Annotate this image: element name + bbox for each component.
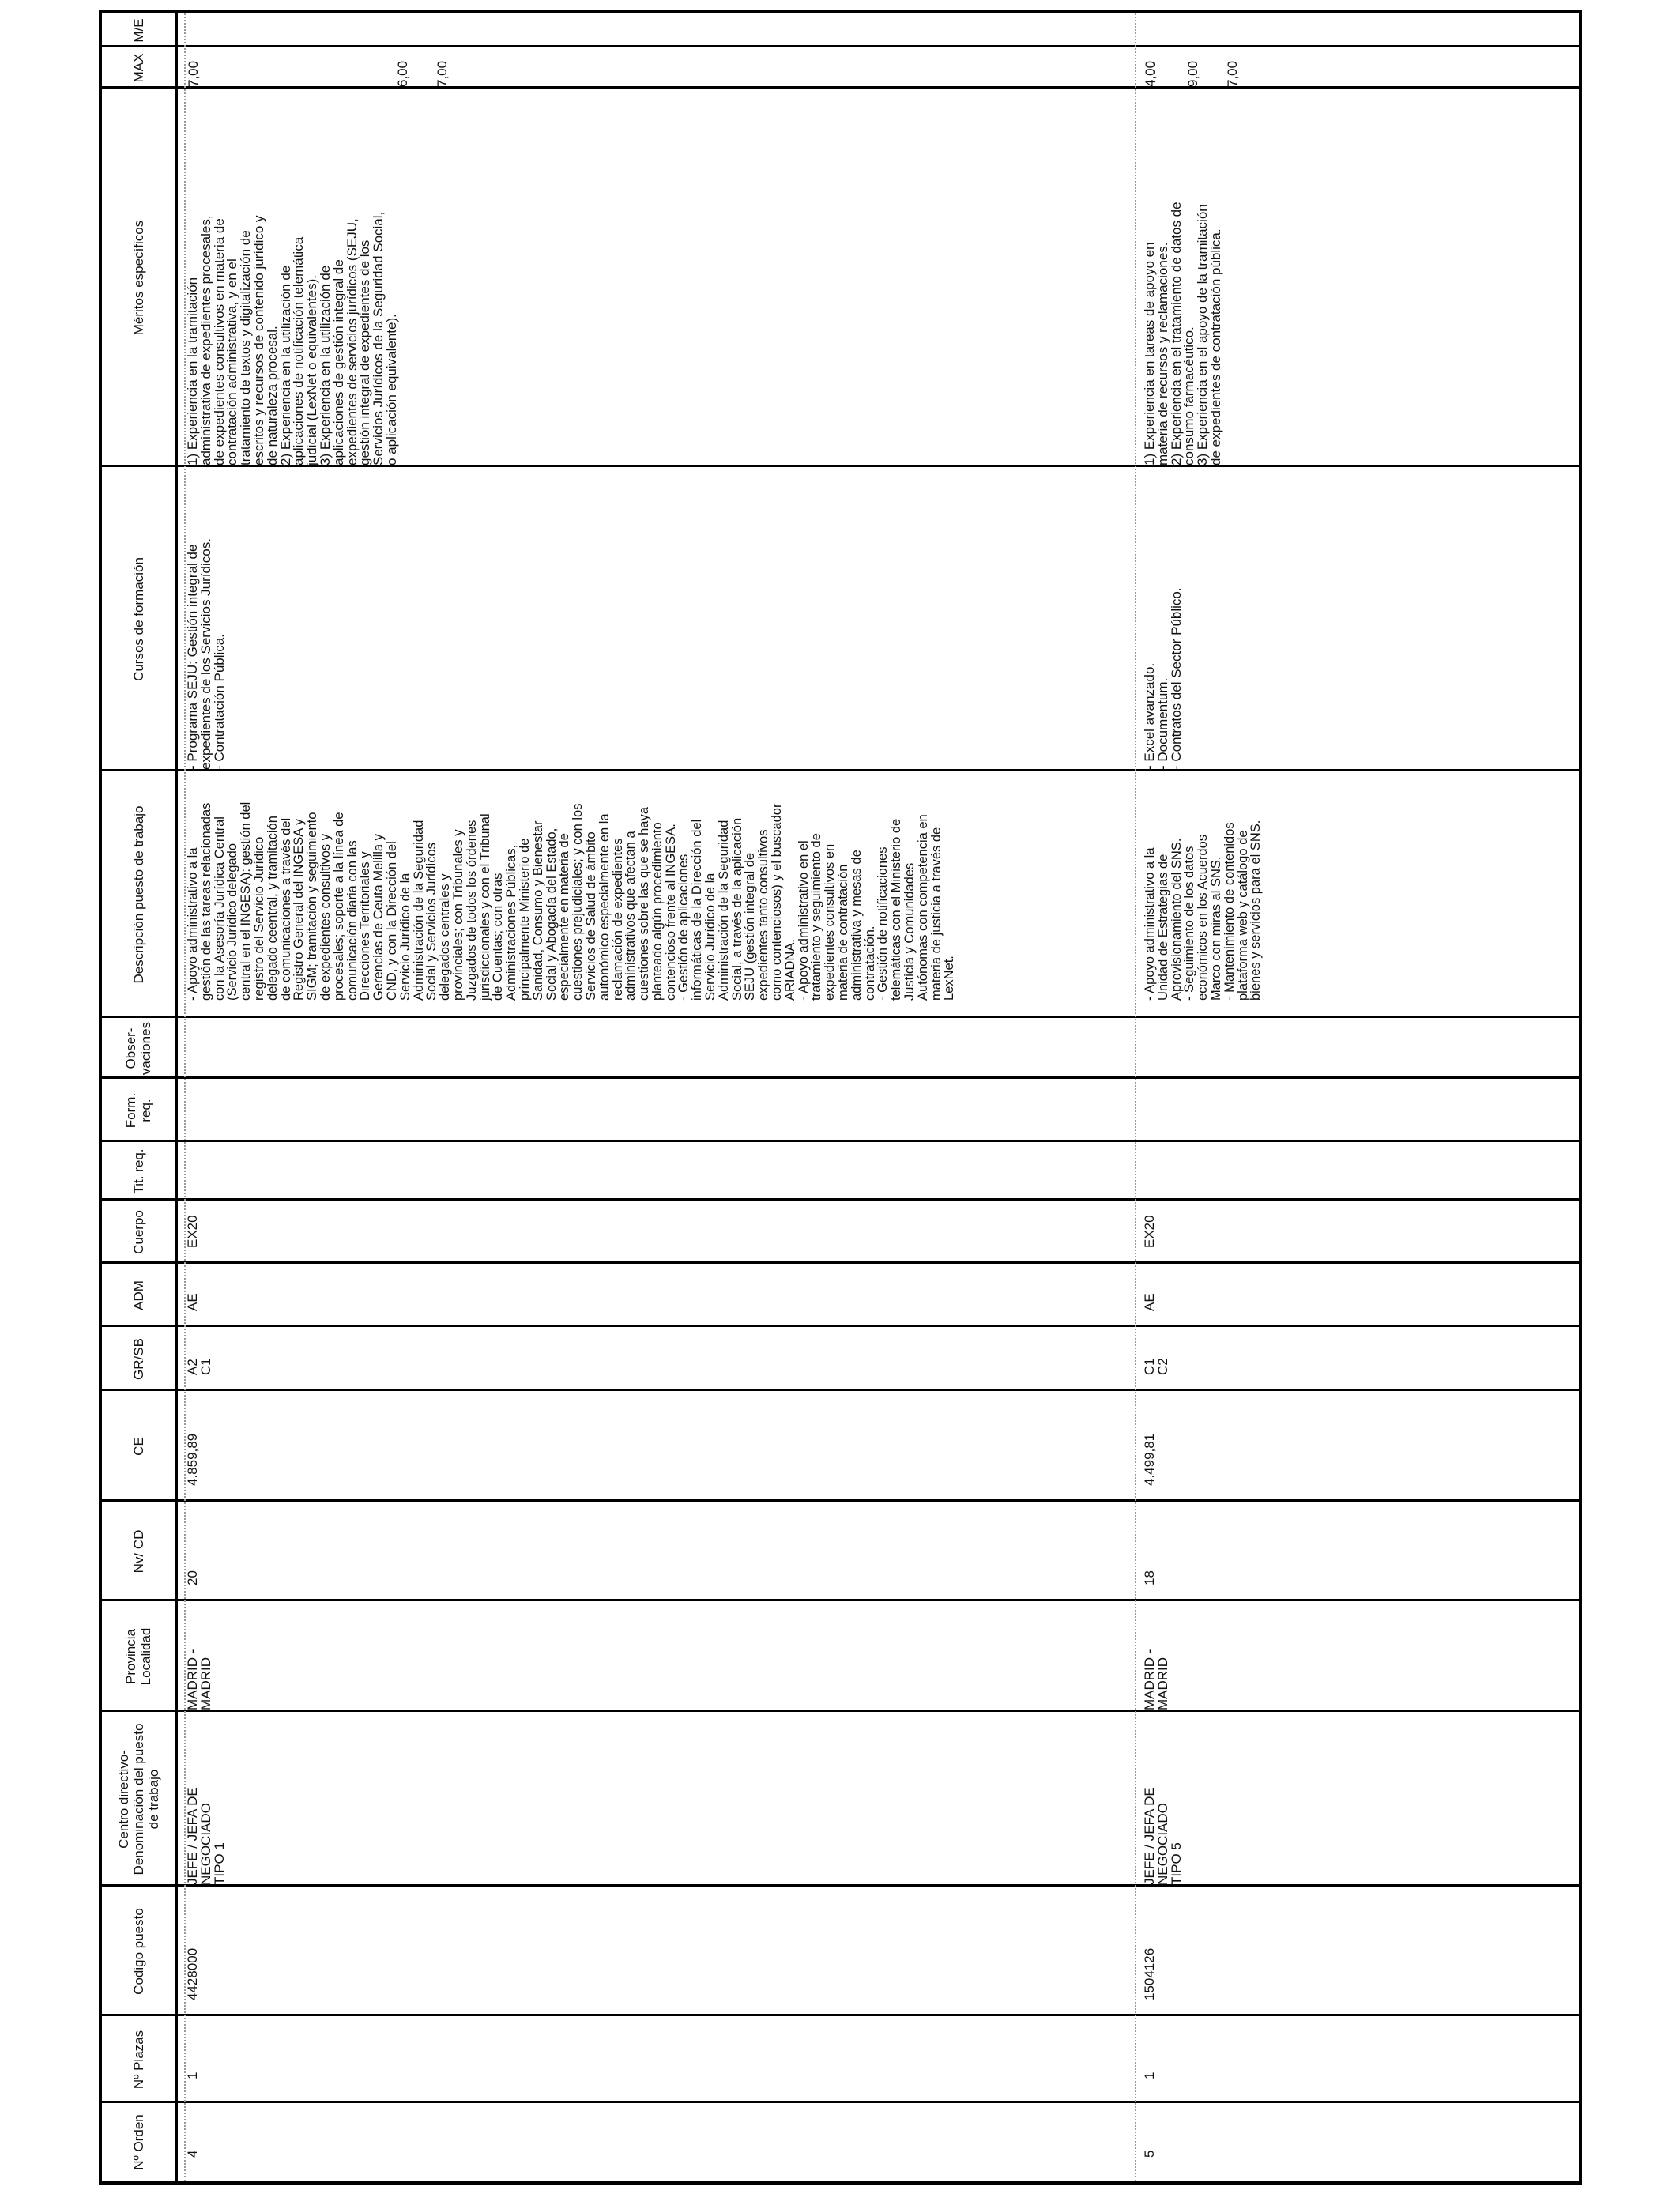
header-divider	[175, 13, 178, 2181]
header-formacion: Form. req.	[123, 1092, 153, 1129]
row-orden: 5	[1142, 2150, 1157, 2158]
row-cuerpo: EX20	[185, 1215, 200, 1248]
column-divider	[102, 1710, 1579, 1712]
jobs-table	[99, 10, 1582, 2185]
row-codigo: 1504126	[1142, 1947, 1157, 2000]
header-grupo: GR/SB	[130, 1338, 146, 1380]
row-codigo: 4428000	[185, 1947, 200, 2000]
row-max-2: 6,00	[395, 60, 410, 87]
header-cursos: Cursos de formación	[130, 557, 146, 681]
row-centro: JEFE / JEFA DE NEGOCIADO TIPO 5	[1142, 1787, 1184, 1885]
column-divider	[102, 2014, 1579, 2016]
column-divider	[102, 1499, 1579, 1502]
row-ce: 4.499,81	[1142, 1433, 1157, 1486]
row-grupo: C1 C2	[1142, 1358, 1170, 1375]
row-max-2: 9,00	[1185, 60, 1200, 87]
row-centro: JEFE / JEFA DE NEGOCIADO TIPO 1	[185, 1787, 227, 1885]
row-meritos: 1) Experiencia en tareas de apoyo en materia de recursos y reclamaciones. 2) Experiencia en el tratamiento de datos de consumo farmacéutico. 3) Experiencia en el apoyo de la tramitación de expedientes de contratación pública.	[1142, 202, 1223, 466]
header-observaciones: Obser- vaciones	[123, 1021, 153, 1076]
column-divider	[102, 1261, 1579, 1264]
row-descripcion: - Apoyo administrativo a la Unidad de Estrategias de Aprovisionamiento del SNS. - Seguimiento de los datos económicos en los Acuerdos Marco con miras al SNS. - Mantenimiento de contenidos plataforma web y catálogo de bienes y servicios para el SNS.	[1143, 820, 1264, 1001]
row-meritos: 1) Experiencia en la tramitación administrativa de expedientes procesales, de expedientes consultivos en materia de contratación administrativa, y en el tratamiento de textos y digitalización de escritos y recursos de contenido jurídico y de naturaleza procesal. 2) Experiencia en la utilización de aplicaciones de notificación telemática judicial (LexNet o equivalentes). 3) Experiencia en la utilización de aplicaciones de gestión integral de expedientes de servicios jurídicos (SEJU, gestión integral de expedientes de los Servicios Jurídicos de la Seguridad Social, o aplicación equivalente).	[185, 211, 399, 466]
header-provincia: Provincia Localidad	[123, 1627, 153, 1686]
header-plazas: Nº Plazas	[130, 2030, 146, 2090]
header-me: M/E	[130, 18, 146, 43]
column-divider	[102, 1076, 1579, 1079]
header-max: MAX	[130, 53, 146, 83]
row-provincia: MADRID - MADRID	[1142, 1649, 1170, 1710]
row-orden: 4	[185, 2150, 200, 2158]
row-max-1: 7,00	[186, 60, 201, 87]
row-adm: AE	[1142, 1293, 1157, 1311]
column-divider	[102, 1884, 1579, 1887]
row-max-3: 7,00	[1225, 60, 1240, 87]
row-nivel: 18	[1142, 1570, 1157, 1585]
row-adm: AE	[185, 1293, 200, 1311]
row-grupo: A2 C1	[185, 1358, 213, 1375]
row-divider	[1135, 13, 1136, 2181]
header-titulacion: Tit. req.	[130, 1148, 146, 1194]
header-ce: CE	[130, 1437, 146, 1456]
row-max-1: 4,00	[1143, 60, 1158, 87]
header-adm: ADM	[130, 1280, 146, 1310]
row-plazas: 1	[1142, 2071, 1157, 2079]
column-divider	[102, 1599, 1579, 1601]
row-provincia: MADRID - MADRID	[185, 1649, 213, 1710]
column-divider	[102, 1325, 1579, 1327]
header-cuerpo: Cuerpo	[130, 1210, 146, 1254]
header-centro: Centro directivo- Denominación del puesto de trabajo	[115, 1723, 161, 1875]
column-divider	[102, 1389, 1579, 1391]
row-cursos: - Programa SEJU: Gestión integral de expedientes de los Servicios Jurídicos. - Contratación Pública.	[185, 538, 227, 770]
header-nivel: Nv/ CD	[130, 1529, 146, 1574]
row-ce: 4.859,89	[185, 1433, 200, 1486]
column-divider	[102, 2101, 1579, 2103]
column-divider	[102, 45, 1579, 47]
column-divider	[102, 1140, 1579, 1142]
header-orden: Nº Orden	[130, 2114, 146, 2170]
header-codigo: Codigo puesto	[130, 1908, 146, 1995]
row-nivel: 20	[185, 1570, 200, 1585]
header-descripcion: Descripción puesto de trabajo	[130, 805, 146, 984]
row-cursos: - Excel avanzado. - Documentum. - Contratos del Sector Público.	[1142, 587, 1184, 770]
row-cuerpo: EX20	[1142, 1215, 1157, 1248]
column-divider	[102, 1198, 1579, 1201]
row-descripcion: - Apoyo administrativo a la gestión de las tareas relacionadas con la Asesoría Jurídica Central (Servicio Jurídico delegado central en el INGESA): gestión del registro del Servicio Jurídico delegado ceentral, y tramitación de comunicaciones a través del Registro General del INGESA y SIGM; tramitación y seguimiento de expedientes consultivos y procesales; soporte a la línea de comunicación diaria con las Direcciones Territoriales y Gerencias de Ceuta Melilla y CND, y con la Dirección del Servicio Jurídico de la Administración de la Seguridad Social y Servicios Jurídicos delegados centrales y provinciales; con Tribunales y Juzgados de todos los órdenes jurisdiccionales y con el Tribunal de Cuentas; con otras Administraciones Públicas, principalmente Ministerio de Sanidad, Consumo y Bienestar Social y Abogacía del Estado, especialmente en materia de cuestiones prejudiciales; y con los Servicios de Salud de ámbito autonómico especialmente en la reclamación de expedientes administrativos que afectan a cuestiones sobre las que se haya planteado algún procedimiento contencioso frente al INGESA. - Gestión de aplicaciones informáticas de la Dirección del Servicio Jurídico de la Administración de la Seguridad Social, a través de la aplicación SEJU (gestión integral de expedientes tanto consultivos como contenciosos) y el buscador ARIADNA. - Apoyo administrativo en el tratamiento y seguimiento de expedientes consultivos en materia de contratación administrativa y mesas de contratación. - Gestión de notificaciones telemáticas con el Ministerio de Justicia y Comunidades Autónomas con competencia en materia de justicia a través de LexNet.	[186, 801, 957, 1001]
row-max-3: 7,00	[435, 60, 450, 87]
row-plazas: 1	[185, 2071, 200, 2079]
header-meritos: Méritos específicos	[130, 220, 146, 336]
